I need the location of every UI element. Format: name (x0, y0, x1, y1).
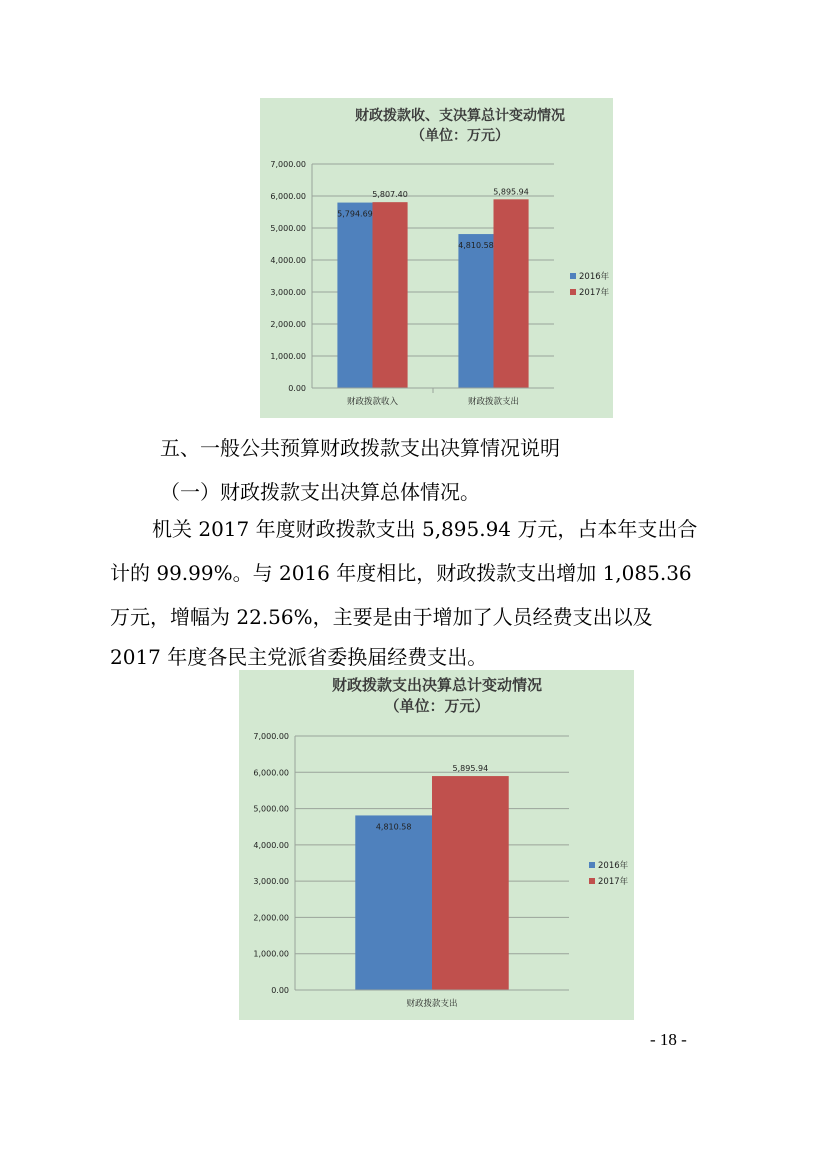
chart-subtitle: （单位：万元） (384, 697, 490, 715)
section-heading: 五、一般公共预算财政拨款支出决算情况说明 (160, 436, 560, 460)
legend-swatch (589, 862, 595, 868)
data-label: 4,810.58 (375, 822, 412, 832)
bar-2017年-财政拨款收入 (373, 202, 408, 388)
data-label: 5,794.69 (337, 209, 373, 219)
bar-2016年-财政拨款支出 (355, 815, 432, 990)
y-tick-label: 1,000.00 (270, 352, 306, 361)
page-number: - 18 - (650, 1030, 687, 1049)
chart-title: 财政拨款收、支决算总计变动情况 (355, 108, 565, 124)
paragraph-line-4: 2017 年度各民主党派省委换届经费支出。 (110, 645, 488, 669)
data-label: 5,895.94 (452, 764, 489, 774)
y-tick-label: 6,000.00 (270, 192, 306, 201)
y-tick-label: 0.00 (271, 986, 289, 995)
data-label: 5,895.94 (493, 187, 529, 197)
chart-title: 财政拨款支出决算总计变动情况 (331, 676, 543, 694)
y-tick-label: 7,000.00 (270, 160, 306, 169)
y-tick-label: 3,000.00 (270, 288, 306, 297)
legend-swatch (589, 878, 595, 884)
y-tick-label: 4,000.00 (270, 256, 306, 265)
legend-label: 2016年 (598, 861, 629, 871)
legend-swatch (570, 289, 576, 295)
paragraph-line-1: 机关 2017 年度财政拨款支出 5,895.94 万元，占本年支出合 (152, 517, 698, 541)
x-tick-label: 财政拨款收入 (346, 397, 399, 407)
chart-income-expense (260, 98, 613, 418)
legend-swatch (570, 273, 576, 279)
y-tick-label: 4,000.00 (253, 840, 289, 850)
y-tick-label: 6,000.00 (253, 768, 289, 778)
chart-income-expense-svg (260, 98, 613, 418)
y-tick-label: 5,000.00 (253, 804, 289, 814)
y-tick-label: 3,000.00 (253, 877, 289, 887)
legend-label: 2016年 (579, 272, 610, 282)
legend-label: 2017年 (579, 288, 610, 298)
chart-subtitle: （单位：万元） (411, 128, 509, 144)
bar-2017年-财政拨款支出 (494, 199, 529, 388)
y-tick-label: 7,000.00 (253, 732, 289, 741)
y-tick-label: 0.00 (288, 384, 306, 393)
paragraph-line-2: 计的 99.99%。与 2016 年度相比，财政拨款支出增加 1,085.36 (110, 561, 692, 585)
y-tick-label: 2,000.00 (270, 320, 306, 329)
chart-expense (239, 670, 634, 1020)
y-tick-label: 5,000.00 (270, 224, 306, 233)
x-tick-label: 财政拨款支出 (406, 999, 458, 1009)
bar-2016年-财政拨款支出 (458, 234, 493, 388)
paragraph-line-3: 万元，增幅为 22.56%，主要是由于增加了人员经费支出以及 (110, 605, 653, 629)
y-tick-label: 2,000.00 (253, 913, 289, 923)
chart-expense-svg (239, 670, 634, 1020)
x-tick-label: 财政拨款支出 (467, 397, 520, 407)
bar-2017年-财政拨款支出 (432, 776, 509, 990)
bar-2016年-财政拨款收入 (337, 203, 372, 388)
section-subheading: （一）财政拨款支出决算总体情况。 (160, 480, 480, 504)
legend-label: 2017年 (598, 877, 629, 887)
y-tick-label: 1,000.00 (253, 949, 289, 959)
data-label: 4,810.58 (458, 241, 494, 251)
data-label: 5,807.40 (372, 190, 408, 200)
